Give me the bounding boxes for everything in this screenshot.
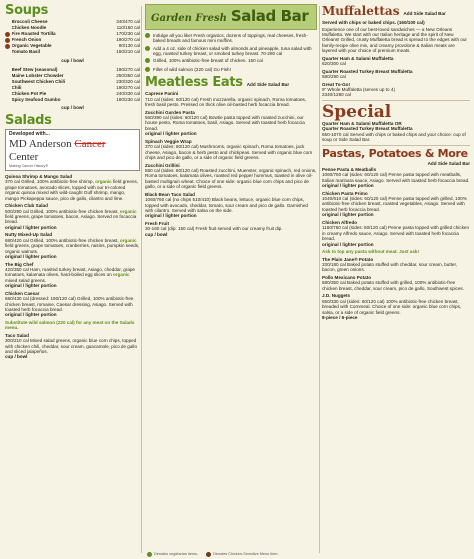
vegetarian-icon [5, 44, 10, 49]
pastas-note: Ask to top any pasta without meat. Just ask! [322, 249, 419, 255]
salad-bar-text: Add a 4 oz. side of chicken salad with almonds and pineapple, tuna salad with egg, roasted turkey breast, or smoked turkey breast. 70-280 cal [153, 45, 312, 56]
salad-desc-b: field greens, grape tomatoes, avocado slices, topped with our tri-colored organic quinoa mixed with wild-caught Gulf shrimp, mango, mango Pickapeppa sauce, pico de gallo, cilantro and lime. [5, 179, 139, 201]
muffalettas-title: Muffalettas [322, 4, 400, 18]
middle-column [145, 4, 317, 555]
soup-row [5, 78, 140, 84]
muffalettas-side: Served with chips or baked chips. (160/100 cal) [322, 20, 425, 26]
taco-salad-item [5, 333, 140, 360]
pastas-list [322, 167, 470, 247]
soup-row [5, 90, 140, 96]
salad-item [5, 232, 140, 259]
legend-heart-text: Denotes Chicken-Sensitive Menu item. [213, 552, 279, 557]
md-anderson-center: Center [9, 150, 39, 163]
pastas-header [322, 148, 470, 159]
soup-row [5, 96, 140, 102]
muffalettas-go-desc: 9” Whole Muffaletta (serves up to 4) [322, 87, 395, 92]
meatless-portion: original / lighter portion [145, 213, 197, 219]
soup-name: Chicken Noodle [11, 25, 47, 31]
meatless-item [145, 139, 317, 161]
md-anderson-cancer: Cancer [74, 137, 106, 150]
salad-item [5, 291, 140, 318]
salad-name-text: The Big Chef [5, 261, 34, 267]
right-column [322, 4, 470, 555]
salad-desc-a: 420/360 cal Ham, roasted turkey breast, Asiago, cheddar, grape tomatoes, kalamata olives, hard-boiled egg slices on [5, 266, 135, 278]
soup-calories: 340/470 cal [116, 19, 140, 25]
soup-calories: 190/270 cal [116, 84, 140, 90]
salad-portion: original / lighter portion [5, 224, 57, 230]
soup-calories: 240/330 cal [116, 90, 140, 96]
column-divider [141, 6, 142, 553]
soups-cup-bowl: cup / bowl [61, 58, 84, 63]
taco-salad-sub: cup / bowl [5, 354, 28, 360]
meatless-name-text: Spinach Veggie Wrap [145, 138, 192, 144]
meatless-item [145, 91, 317, 107]
salad-desc [5, 267, 140, 283]
pasta-desc: 1040/610 cal (sides: 60/120 cal) Penne pasta topped with grilled, 100% antibiotic-free chicken breast, roasted vegetables, Asiago. Served with toasted herb focaccia bread. [322, 196, 467, 212]
legend-veg-text: Denotes vegetarian items. [154, 552, 199, 557]
soup-row [5, 31, 140, 37]
muffalettas-sub: Add Side Salad Bar [403, 11, 446, 16]
potato-name: J.D. Nuggets [322, 293, 351, 299]
salad-name-text: Chicken Club Salad [5, 203, 48, 209]
salad-desc [5, 296, 140, 312]
meatless-portion: original / lighter portion [145, 131, 197, 137]
vegetarian-icon [147, 552, 152, 557]
divider-2 [322, 145, 470, 146]
salad-item [5, 203, 140, 230]
salad-bar-bullet [145, 67, 153, 73]
salad-desc-a: 370 cal Grilled, 100% antibiotic-free shrimp, [5, 179, 96, 185]
soup-calories: 110/160 cal [116, 25, 140, 31]
salad-bar-line [145, 46, 317, 57]
salad-bar-lines [145, 33, 317, 73]
muffalettas-go-cal: 2340/1280 cal [322, 92, 351, 98]
soup-name: Organic Vegetable [11, 43, 52, 49]
salad-desc-b: field greens, grape tomatoes, bacon, Asiago. Served on focaccia bread. [5, 213, 137, 225]
soup-name: Broccoli Cheese [11, 19, 48, 25]
salad-bar-bullet [145, 46, 153, 57]
md-anderson-name: MD Anderson [9, 137, 75, 150]
salad-desc-a: 500/290 cal Grilled, 100% antibiotic-free chicken breast, [5, 208, 120, 214]
pasta-name: Chicken Pasta Primo [322, 190, 368, 196]
meatless-item [145, 192, 317, 219]
potato-name: Pollo Mexicano Potato [322, 274, 372, 280]
organic-label: organic [119, 208, 137, 214]
salads-list [5, 174, 140, 318]
salad-name-text: Chicken Caesar [5, 290, 40, 296]
bullet-icon [145, 33, 150, 38]
salad-bar-line [145, 58, 317, 64]
developed-with-label: Developed with... [9, 130, 50, 137]
pastas-title: Pastas, Potatoes & More [322, 147, 468, 161]
soup-calories: 160/230 cal [116, 96, 140, 102]
soups-list [5, 19, 140, 55]
salad-item [5, 174, 140, 201]
organic-label: organic [113, 272, 130, 278]
potato-item [322, 293, 470, 320]
pasta-portion: original / lighter portion [322, 212, 374, 218]
soup-name: Beef Stew (seasonal) [11, 66, 58, 72]
soup-calories: 90/130 cal [118, 43, 140, 49]
meatless-sub: Add Side Salad Bar [246, 82, 290, 88]
meatless-name-text: Black Bean Taco Salad [145, 191, 195, 197]
md-anderson-logo-box [5, 129, 140, 171]
legend-heart [206, 552, 278, 557]
soup-name: Maine Lobster Chowder [11, 72, 64, 78]
pasta-item [322, 220, 470, 247]
meatless-list [145, 91, 317, 237]
md-anderson-logo [9, 138, 136, 164]
special-line: Quarter Ham & Salami Muffaletta OR [322, 120, 402, 126]
meatless-desc: 370 cal (sides: 60/120 cal) Mushrooms, organic spinach, Roma tomatoes, jack cheese, Asiago, bacon & herb pesto and chickpeas. Served with organic blue corn chips and pico de gallo, or a side of organic field greens. [145, 144, 313, 160]
muffalettas-list [322, 56, 470, 80]
soup-row [5, 43, 140, 49]
salad-name-text: Quinoa Shrimp & Mango Salad [5, 173, 73, 179]
salad-desc [5, 238, 140, 254]
column-divider-2 [319, 6, 320, 553]
meatless-header [145, 76, 317, 89]
potato-item [322, 257, 470, 273]
legend-veg [147, 552, 198, 557]
muffalettas-desc: Experience one of our best-loved sandwiches — a New Orleans Muffaletta. We start with our Italian heritage and the spirit of New Orleans! Grilled, crusty Muffaletta bread is spread to the edges with our family-recipe olive mix, and creamy provolone & Italian meats are layered with your choice of premium meats. [322, 26, 467, 54]
organic-label: organic [119, 237, 137, 243]
salad-bar-bullet [145, 58, 153, 64]
meatless-title: Meatless Eats [145, 75, 243, 91]
heart-icon [206, 552, 211, 557]
salad-bar-title-a: Garden Fresh [151, 13, 227, 24]
muffalettas-header [322, 4, 470, 18]
special-line: Quarter Roasted Turkey Breast Muffaletta [322, 126, 413, 132]
muffaletta-cal: 580/290 cal [322, 74, 346, 79]
potato-desc: 330/180 cal Baked potato stuffed with cheddar, sour cream, butter, bacon, green onions. [322, 261, 458, 273]
meatless-desc: 560/390 cal (sides: 60/120 cal) Bowtie pasta topped with roasted zucchini, our house pesto, Roma tomatoes, basil, Asiago. Served with toasted herb focaccia bread. [145, 114, 305, 131]
special-line: 650-1070 cal Served with chips or baked chips and your choice: cup of soup or Side Salad Bar. [322, 131, 466, 143]
soups-cup-bowl-2: cup / bowl [61, 105, 84, 111]
soup-name: Fire Roasted Tortilla [11, 31, 56, 37]
meatless-portion: cup / bowl [145, 231, 168, 237]
pasta-desc: 1060/760 cal (sides: 60/120 cal) Penne pasta topped with meatballs, Italian marinara sauce, Asiago. Served with toasted herb focaccia bread. [322, 172, 470, 183]
salads-salmon-note: Substitute wild salmon (220 cal) for any meat on the Salads menu. [5, 319, 135, 331]
organic-label: organic [95, 179, 112, 185]
muffalettas-go: Great To-Go! [322, 81, 350, 87]
soup-calories: 190/270 cal [116, 66, 140, 72]
soup-calories: 250/350 cal [116, 72, 140, 78]
salad-desc-b: field greens, grape tomatoes, cranberries, raisins, pumpkin seeds, organic walnuts. [5, 243, 140, 254]
salad-bar-text: Fillet of wild salmon (220 cal) Go Fish! [153, 66, 231, 72]
muffaletta-item [322, 56, 470, 67]
salad-item [5, 262, 140, 289]
muffaletta-name: Quarter Roasted Turkey Breast Muffaletta [322, 68, 413, 74]
taco-salad-name: Taco Salad [5, 332, 29, 338]
soup-row [5, 25, 140, 31]
meatless-name-text: Fresh Fruit [145, 221, 169, 226]
left-column [5, 4, 140, 555]
salad-bar-bullet [145, 33, 153, 44]
salad-bar-text: Indulge all you like! Fresh organics, dozens of toppings, real cheeses, fresh-baked breads and famous mini muffins. [153, 32, 308, 44]
soup-name: Southwest Chicken Chili [11, 78, 66, 84]
legend [147, 552, 279, 557]
salad-desc [5, 179, 140, 201]
salad-portion: original / lighter portion [5, 283, 57, 289]
soup-row [5, 66, 140, 72]
md-anderson-tagline: Making Cancer History® [9, 163, 48, 168]
potato-portion: 8-piece / 6-piece [322, 314, 358, 320]
soup-name: French Onion [11, 37, 42, 43]
potatoes-list [322, 257, 470, 321]
salad-desc-a: 680/430 cal (dressed: 190/120 cal) Grilled, 100% antibiotic-free chicken breast, romaine, Caesar dressing, Asiago. Served with toasted herb focaccia bread. [5, 296, 134, 312]
soup-calories: 190/270 cal [116, 37, 140, 43]
pasta-portion: original / lighter portion [322, 241, 374, 247]
meatless-desc: 30-160 cal (dip: 150 cal) Fresh fruit served with our creamy fruit dip. [145, 226, 283, 232]
soup-row [5, 84, 140, 90]
pasta-name: Penne Pasta & Meatballs [322, 166, 377, 172]
salad-desc [5, 209, 140, 225]
vegetarian-icon [5, 38, 10, 43]
soup-calories: 230/320 cal [116, 78, 140, 84]
salads-header [5, 114, 140, 127]
meatless-name-text: Zucchini Grillini [145, 162, 180, 168]
salad-bar-line [145, 67, 317, 73]
special-lines [322, 121, 470, 143]
special-box [322, 101, 470, 143]
muffaletta-cal: 620/300 cal [322, 61, 346, 66]
pasta-item [322, 191, 470, 218]
pastas-sub: Add Side Salad Bar [427, 161, 470, 167]
soup-row [5, 72, 140, 78]
meatless-item [145, 110, 317, 137]
potato-name: The Plain Jane® Potato [322, 256, 374, 262]
meatless-item [145, 221, 317, 237]
salad-name-text: Nutty Mixed-Up Salad [5, 232, 53, 238]
soup-name: Chicken Pot Pie [11, 90, 47, 96]
pasta-name: Chicken Alfredo [322, 219, 358, 225]
bullet-icon [145, 46, 150, 51]
pasta-item [322, 167, 470, 189]
soups-header [5, 4, 140, 17]
soup-row [5, 37, 140, 43]
potato-desc: 650/330 cal (sides: 60/120 cal) 100% antibiotic-free chicken breast, breaded with Cornmeal. Choice of one side: organic blue corn chips, salsa, or a side of organic field greens. [322, 298, 462, 315]
meatless-desc: 710 cal (sides: 60/120 cal) Fresh mozzarella, organic spinach, Roma tomatoes, fresh basil pesto. Pressed on thick olive oil-basted herb focaccia bread. [145, 96, 307, 107]
soup-name: Tomato Basil [11, 49, 41, 55]
salads-title: Salads [5, 112, 52, 128]
soup-calories: 150/210 cal [116, 49, 140, 55]
bullet-icon [145, 67, 150, 72]
muffaletta-item [322, 69, 470, 80]
salad-bar-line [145, 33, 317, 44]
meatless-name-text: Zucchini Garden Pasta [145, 109, 195, 115]
salad-portion: original / lighter portion [5, 312, 57, 318]
soups-list-2 [5, 66, 140, 102]
taco-salad-desc: 300/210 cal Mixed salad greens, organic blue corn chips, topped with chicken chili, cheddar, sour cream, guacamole, pico de gallo and sliced jalapeños. [5, 338, 138, 354]
soup-row [5, 19, 140, 25]
salad-bar-banner [145, 4, 317, 30]
divider [322, 100, 470, 101]
salad-desc-a: 680/420 cal Grilled, 100% antibiotic-free chicken breast, [5, 237, 120, 243]
soup-name: Chili [11, 84, 22, 90]
salad-bar-text: Grilled, 100% antibiotic-free breast of chicken. 150 cal [153, 58, 263, 64]
soup-name: Spicy Seafood Gumbo [11, 96, 61, 102]
salad-bar-title-b: Salad Bar [230, 7, 309, 25]
soup-calories: 170/230 cal [116, 31, 140, 37]
potato-item [322, 275, 470, 291]
meatless-desc: 580 cal (sides: 60/120 cal) Roasted zucchini, Muenster, organic spinach, red onions, Roma tomatoes, kalamata olives, roasted red pepper hummus, toasted in olive oil-basted multigrain wheat. Choice of one side: organic blue corn chips and pico de gallo, or a side of organic field greens. [145, 167, 317, 190]
pasta-desc: 1160/760 cal (sides: 60/120 cal) Penne pasta topped with grilled chicken in creamy Alfredo sauce, Asiago. Served with toasted herb focaccia bread. [322, 225, 470, 242]
salad-desc-b: mixed salad greens. [5, 277, 47, 283]
potato-desc: 680/350 cal Baked potato stuffed with grilled, 100% antibiotic-free chicken breast, cheddar, sour cream, pico de gallo, Southwest spices. [322, 280, 464, 291]
soup-row [5, 49, 140, 55]
meatless-desc: 1060/760 cal (no chips 510/410) Black beans, lettuce, organic blue corn chips, topped with avocado, cheddar, tomato, sour cream and pico de gallo. Garnished with cilantro. Served with salsa on the side. [145, 197, 308, 213]
vegetarian-icon [5, 32, 10, 37]
soups-title: Soups [5, 4, 49, 18]
pasta-portion: original / lighter portion [322, 183, 374, 189]
special-title: Special [322, 101, 392, 122]
salad-portion: original / lighter portion [5, 253, 57, 259]
bullet-icon [145, 58, 150, 63]
muffaletta-name: Quarter Ham & Salami Muffaletta [322, 55, 394, 61]
meatless-item [145, 163, 317, 190]
meatless-name-text: Caprese Panini [145, 91, 179, 97]
